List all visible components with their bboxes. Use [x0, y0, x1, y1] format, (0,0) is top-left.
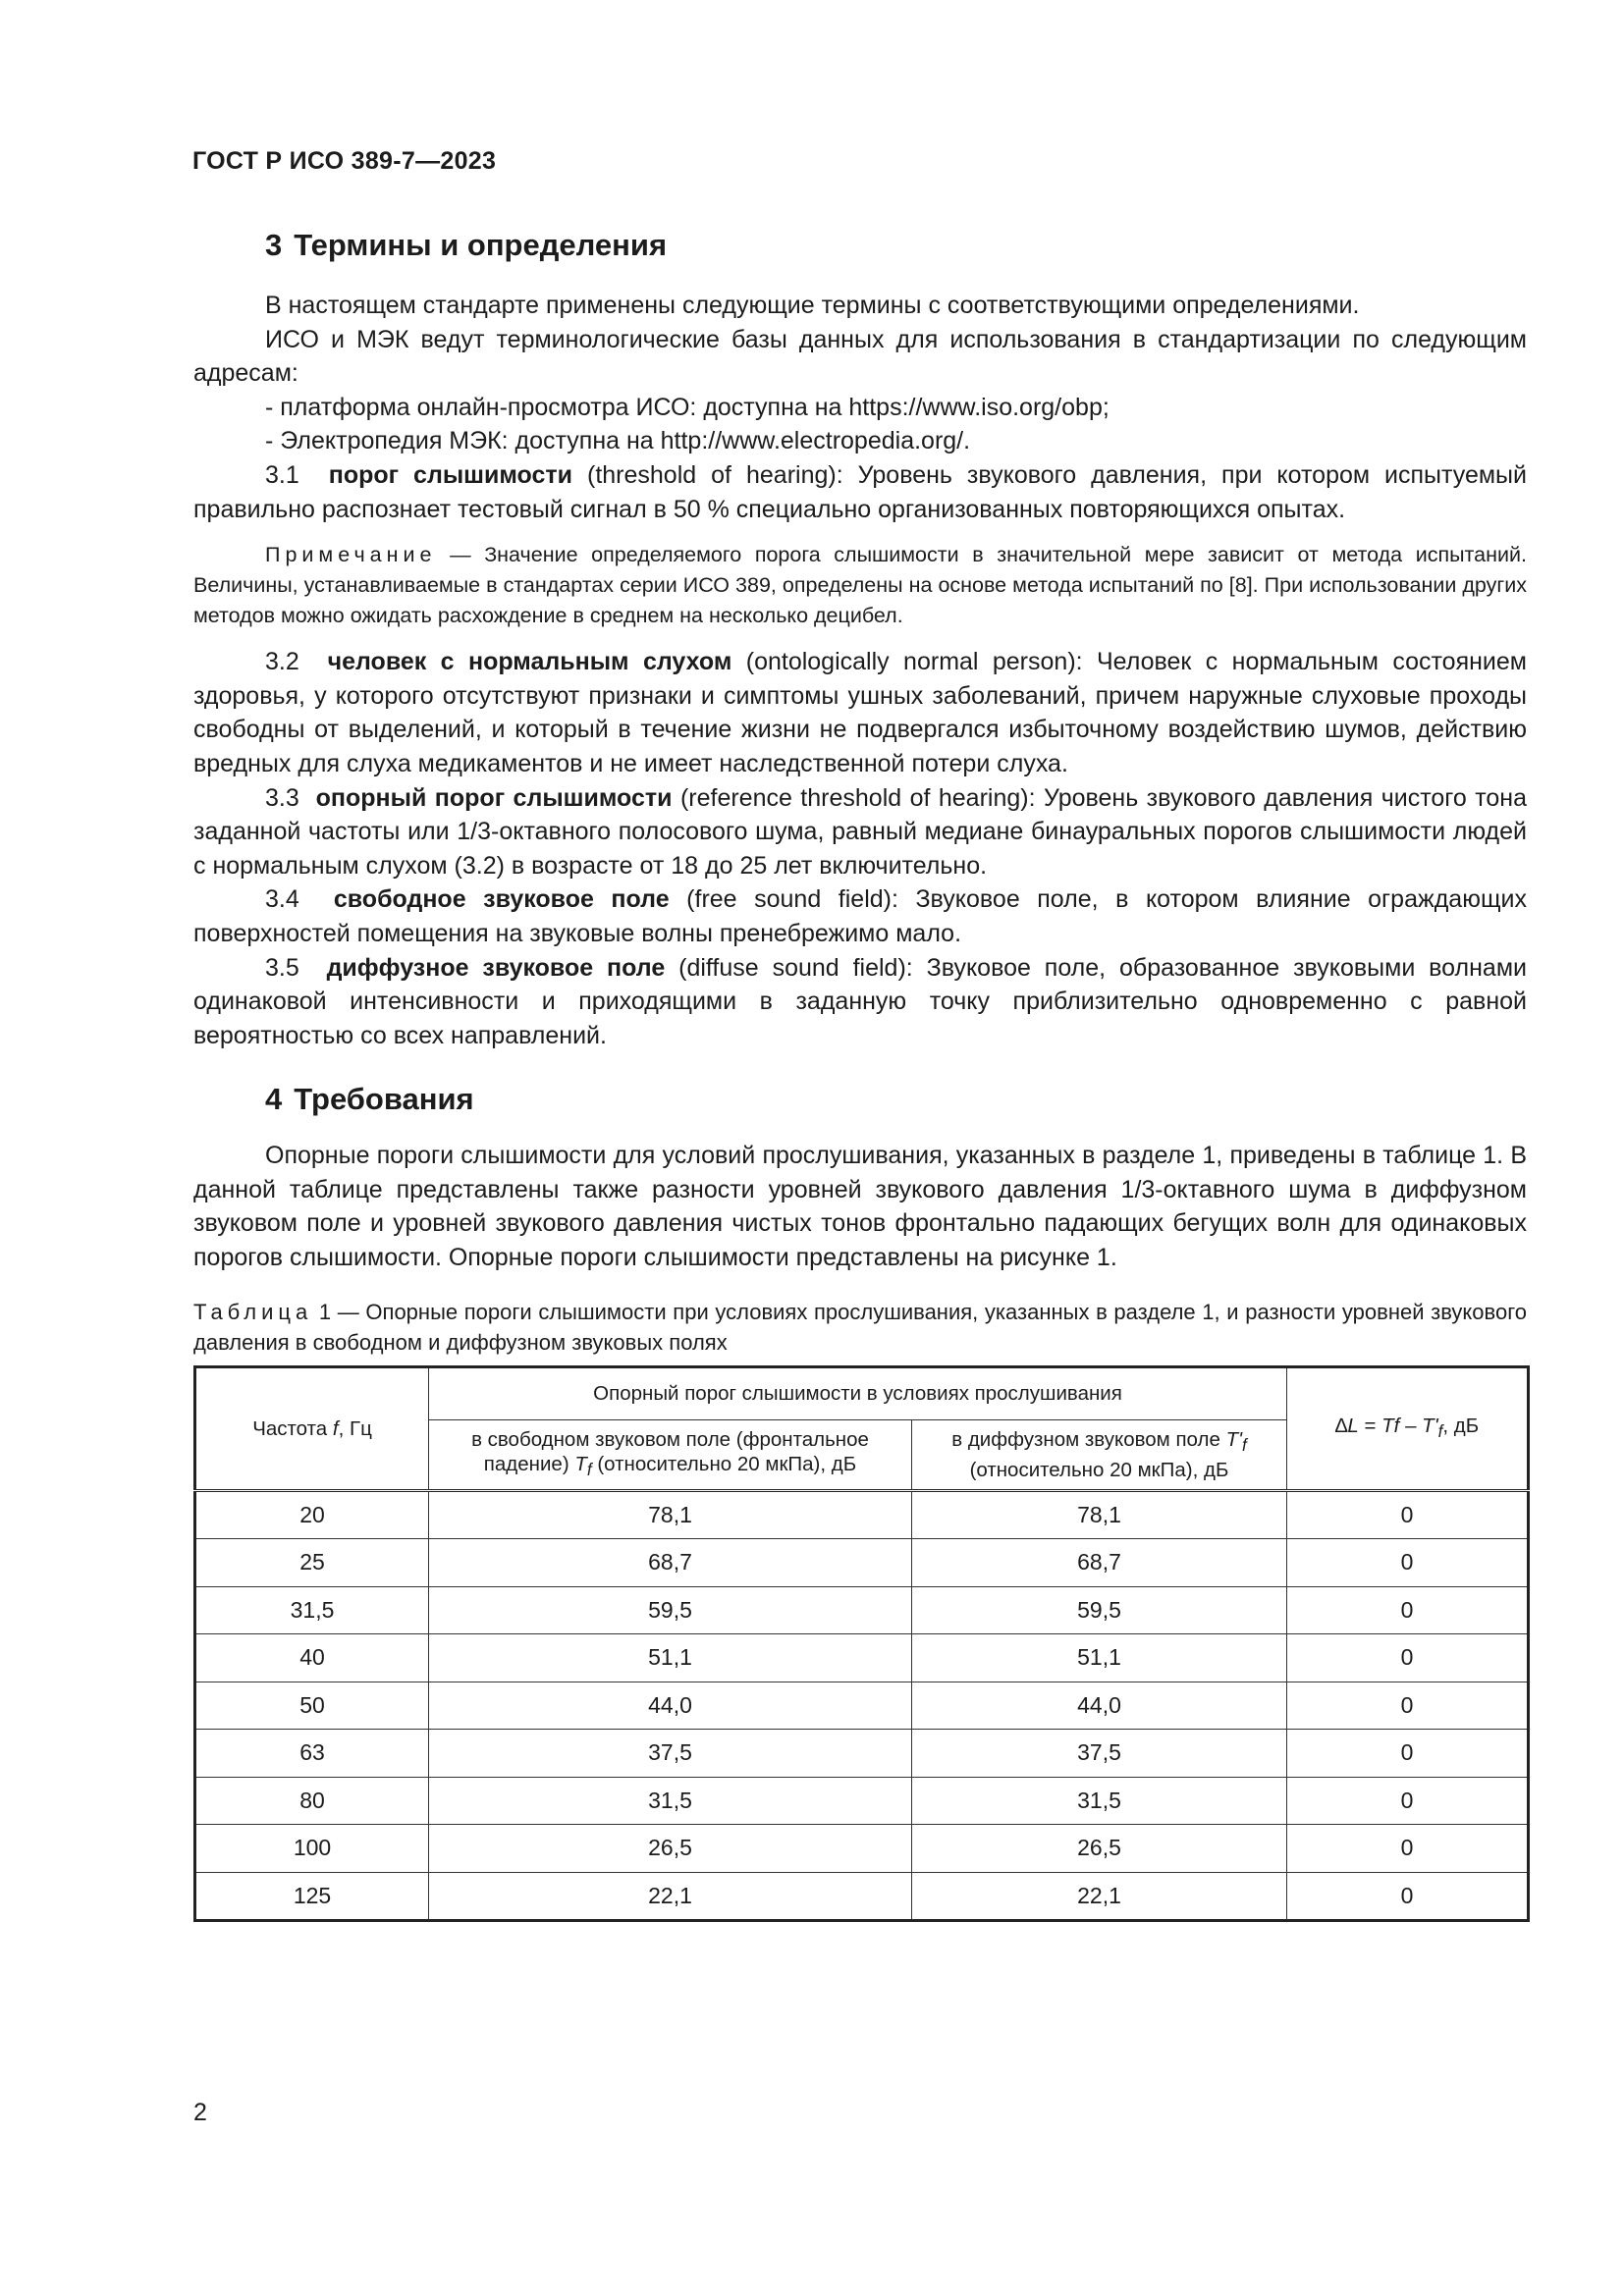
header-text: , дБ [1442, 1414, 1480, 1437]
header-text: Частота [252, 1416, 333, 1440]
page-number: 2 [193, 2099, 207, 2126]
header-symbol: f [332, 1416, 339, 1440]
term-3-3 [193, 781, 1527, 883]
cell-diffuse-field: 26,5 [912, 1825, 1287, 1873]
term-3-2 [193, 645, 1527, 780]
table-row [195, 1539, 1529, 1587]
table-caption-label: Таблица [193, 1299, 313, 1324]
cell-free-field: 78,1 [429, 1490, 912, 1539]
section-number: 4 [265, 1082, 283, 1117]
cell-diffuse-field: 37,5 [912, 1730, 1287, 1778]
term-definition: (reference threshold of hearing): Уровень звукового давления чистого тона заданной частоты или 1/3-октавного полосового шума, равный медиане бинауральных порогов слышимости людей с нормальным слухом (3.2) в возрасте от 18 до 25 лет включительно. [193, 783, 1527, 880]
cell-frequency: 100 [195, 1825, 429, 1873]
term-3-4 [193, 882, 1527, 950]
header-subscript: f [1242, 1435, 1247, 1455]
cell-free-field: 31,5 [429, 1777, 912, 1825]
cell-frequency: 80 [195, 1777, 429, 1825]
header-symbol: L [1347, 1414, 1359, 1437]
header-text: (относительно 20 мкПа), дБ [969, 1458, 1229, 1481]
table-row [195, 1825, 1529, 1873]
table-row [195, 1777, 1529, 1825]
cell-free-field: 59,5 [429, 1586, 912, 1634]
column-header-frequency [195, 1366, 429, 1490]
section-title: Термины и определения [294, 228, 668, 262]
section-3-intro: В настоящем стандарте применены следующие термины с соответствующими определениями. [265, 292, 1360, 319]
header-text: ∆ [1334, 1414, 1348, 1437]
header-symbol: T [574, 1452, 587, 1475]
table-caption [193, 1297, 1527, 1358]
section-title: Требования [294, 1082, 474, 1117]
column-header-delta [1287, 1366, 1529, 1490]
cell-delta: 0 [1287, 1777, 1529, 1825]
cell-diffuse-field: 44,0 [912, 1682, 1287, 1730]
header-text: , Гц [338, 1416, 372, 1440]
cell-delta: 0 [1287, 1490, 1529, 1539]
section-number: 3 [265, 228, 283, 262]
cell-free-field: 44,0 [429, 1682, 912, 1730]
cell-diffuse-field: 22,1 [912, 1872, 1287, 1921]
section-4-heading [193, 1074, 1527, 1125]
cell-diffuse-field: 51,1 [912, 1634, 1287, 1682]
cell-frequency: 50 [195, 1682, 429, 1730]
cell-diffuse-field: 31,5 [912, 1777, 1287, 1825]
header-text: в диффузном звуковом поле [951, 1427, 1226, 1451]
table-row [195, 1634, 1529, 1682]
note-text: — Значение определяемого порога слышимости в значительной мере зависит от метода испытаний. Величины, устанавливаемые в стандартах серии ИСО 389, определены на основе метода испытаний по [8]. При использовании других методов можно ожидать расхождение в среднем на несколько децибел. [193, 543, 1527, 628]
term-definition: (threshold of hearing): Уровень звукового давления, при котором испытуемый правильно распознает тестовый сигнал в 50 % специально организованных повторяющихся опытах. [193, 460, 1527, 523]
list-item-electropedia: - Электропедия МЭК: доступна на http://www.electropedia.org/. [265, 427, 971, 455]
term-3-5 [193, 951, 1527, 1053]
cell-delta: 0 [1287, 1539, 1529, 1587]
cell-frequency: 31,5 [195, 1586, 429, 1634]
cell-delta: 0 [1287, 1634, 1529, 1682]
table-row [195, 1872, 1529, 1921]
term-number: 3.1 [265, 460, 299, 489]
table-row [195, 1682, 1529, 1730]
cell-delta: 0 [1287, 1586, 1529, 1634]
term-name: опорный порог слышимости [315, 783, 673, 812]
cell-delta: 0 [1287, 1872, 1529, 1921]
term-name: свободное звуковое поле [333, 885, 670, 914]
term-number: 3.2 [265, 648, 299, 676]
term-definition: (ontologically normal person): Человек с нормальным состоянием здоровья, у которого отсутствуют признаки и симптомы ушных заболеваний, причем наружные слуховые проходы свободны от выделений, и который в течение жизни не подвергался избыточному воздействию шумов, действию вредных для слуха медикаментов и не имеет наследственной потери слуха. [193, 648, 1527, 777]
column-header-diffuse-field [912, 1419, 1287, 1490]
table-row [195, 1730, 1529, 1778]
section-4-body: Опорные пороги слышимости для условий прослушивания, указанных в разделе 1, приведены в таблице 1. В данной таблице представлены также разности уровней звукового давления 1/3-октавного шума в диффузном звуковом поле и уровней звукового давления чистых тонов фронтально падающих бегущих волн для одинаковых порогов слышимости. Опорные пороги слышимости представлены на рисунке 1. [193, 1142, 1527, 1272]
cell-frequency: 125 [195, 1872, 429, 1921]
iso-iec-paragraph: ИСО и МЭК ведут терминологические базы данных для использования в стандартизации по следующим адресам: [193, 325, 1527, 388]
cell-delta: 0 [1287, 1825, 1529, 1873]
cell-delta: 0 [1287, 1682, 1529, 1730]
term-3-1 [193, 458, 1527, 526]
header-subscript: f [1437, 1421, 1443, 1441]
table-caption-text: 1 — Опорные пороги слышимости при условиях прослушивания, указанных в разделе 1, и разности уровней звукового давления в свободном и диффузном звуковых полях [193, 1299, 1527, 1355]
note-3-1 [193, 540, 1527, 631]
cell-delta: 0 [1287, 1730, 1529, 1778]
cell-frequency: 40 [195, 1634, 429, 1682]
cell-diffuse-field: 68,7 [912, 1539, 1287, 1587]
note-label: Примечание [265, 543, 437, 567]
cell-free-field: 51,1 [429, 1634, 912, 1682]
column-header-group: Опорный порог слышимости в условиях прослушивания [429, 1366, 1287, 1419]
table-row [195, 1586, 1529, 1634]
header-text: в свободном звуковом поле (фронтальное падение) [471, 1427, 869, 1475]
document-code-header: ГОСТ Р ИСО 389-7—2023 [192, 147, 497, 175]
term-name: человек с нормальным слухом [327, 648, 732, 676]
header-text: = [1358, 1414, 1382, 1437]
term-number: 3.4 [265, 885, 299, 914]
term-definition: (diffuse sound field): Звуковое поле, образованное звуковыми волнами одинаковой интенсивности и приходящими в заданную точку приблизительно одновременно с равной вероятностью со всех направлений. [193, 953, 1527, 1049]
term-number: 3.5 [265, 953, 299, 982]
page-content [193, 220, 1527, 1922]
cell-free-field: 26,5 [429, 1825, 912, 1873]
cell-frequency: 63 [195, 1730, 429, 1778]
header-symbol: T' [1225, 1427, 1242, 1451]
header-text: (относительно 20 мкПа), дБ [591, 1452, 857, 1475]
section-3-heading [193, 220, 1527, 271]
term-number: 3.3 [265, 783, 299, 812]
column-header-free-field [429, 1419, 912, 1490]
cell-frequency: 20 [195, 1490, 429, 1539]
header-subscript: f [586, 1460, 592, 1479]
list-item-iso-platform: - платформа онлайн-просмотра ИСО: доступна на https://www.iso.org/obp; [265, 393, 1110, 421]
cell-frequency: 25 [195, 1539, 429, 1587]
cell-diffuse-field: 59,5 [912, 1586, 1287, 1634]
term-name: порог слышимости [328, 460, 573, 489]
term-definition: (free sound field): Звуковое поле, в котором влияние ограждающих поверхностей помещения на звуковые волны пренебрежимо мало. [193, 885, 1527, 947]
term-name: диффузное звуковое поле [326, 953, 666, 982]
threshold-table [193, 1365, 1530, 1923]
cell-free-field: 37,5 [429, 1730, 912, 1778]
cell-free-field: 68,7 [429, 1539, 912, 1587]
cell-diffuse-field: 78,1 [912, 1490, 1287, 1539]
header-symbol: Tf – T' [1381, 1414, 1438, 1437]
table-row [195, 1490, 1529, 1539]
cell-free-field: 22,1 [429, 1872, 912, 1921]
